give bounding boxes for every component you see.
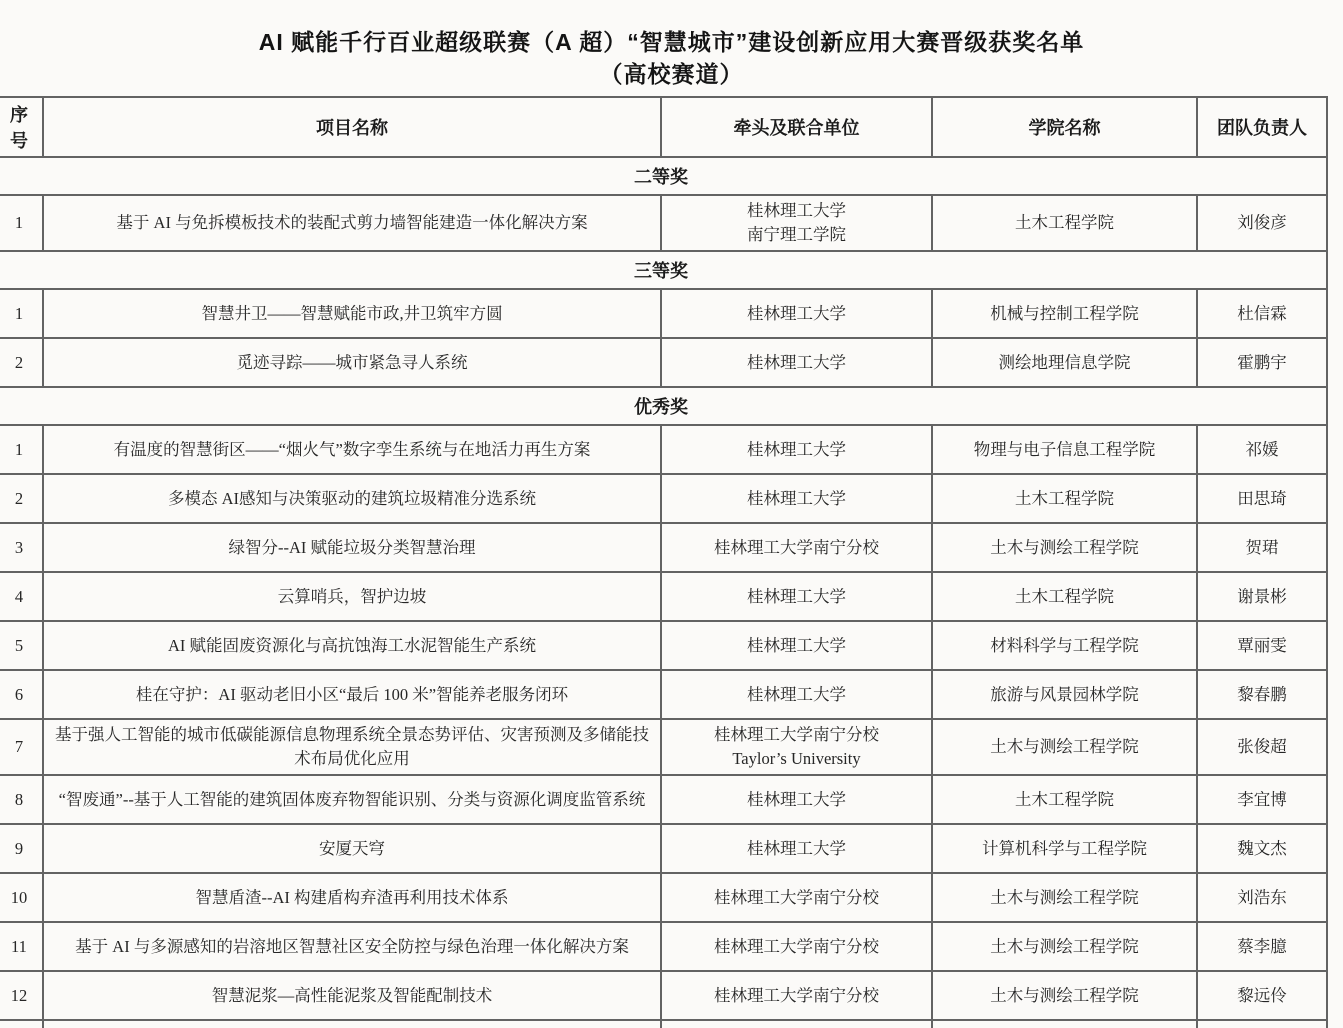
college-name: 土木工程学院 bbox=[932, 474, 1197, 523]
team-leader: 谢景彬 bbox=[1197, 572, 1327, 621]
team-leader: 黎春鹏 bbox=[1197, 670, 1327, 719]
project-name: AI 赋能固废资源化与高抗蚀海工水泥智能生产系统 bbox=[43, 621, 661, 670]
table-row bbox=[0, 670, 1327, 719]
college-name: 土木与测绘工程学院 bbox=[932, 922, 1197, 971]
unit-line: 桂林理工大学 bbox=[747, 303, 846, 323]
unit-line: 桂林理工大学南宁分校 bbox=[714, 936, 879, 956]
project-name: 基于 AI 与免拆模板技术的装配式剪力墙智能建造一体化解决方案 bbox=[43, 195, 661, 251]
results-table-body bbox=[0, 157, 1327, 1020]
table-row bbox=[0, 971, 1327, 1020]
project-name: 智慧井卫——智慧赋能市政,井卫筑牢方圆 bbox=[43, 289, 661, 338]
unit-line: 桂林理工大学 bbox=[747, 201, 846, 220]
lead-units bbox=[661, 621, 932, 670]
unit-line: 桂林理工大学 bbox=[747, 635, 846, 655]
team-leader: 黎远伶 bbox=[1197, 971, 1327, 1020]
lead-units bbox=[661, 922, 932, 971]
project-name: 基于强人工智能的城市低碳能源信息物理系统全景态势评估、灾害预测及多储能技术布局优化应用 bbox=[43, 719, 661, 775]
unit-line: 桂林理工大学 bbox=[747, 838, 846, 858]
unit-line: 桂林理工大学 bbox=[747, 352, 846, 372]
team-leader: 李宜博 bbox=[1197, 775, 1327, 824]
row-number: 10 bbox=[0, 873, 43, 922]
team-leader: 刘浩东 bbox=[1197, 873, 1327, 922]
lead-units bbox=[661, 824, 932, 873]
project-name: 智慧盾渣--AI 构建盾构弃渣再利用技术体系 bbox=[43, 873, 661, 922]
lead-units bbox=[661, 719, 932, 775]
team-leader: 覃丽雯 bbox=[1197, 621, 1327, 670]
unit-line: Taylor’s University bbox=[732, 749, 861, 768]
college-name: 旅游与风景园林学院 bbox=[932, 670, 1197, 719]
table-row bbox=[0, 873, 1327, 922]
row-number: 4 bbox=[0, 572, 43, 621]
lead-units bbox=[661, 195, 932, 251]
column-header-leader: 团队负责人 bbox=[1197, 97, 1327, 157]
college-name: 土木工程学院 bbox=[932, 572, 1197, 621]
table-header-row bbox=[0, 97, 1327, 157]
unit-line: 桂林理工大学 bbox=[747, 586, 846, 606]
table-row bbox=[0, 425, 1327, 474]
team-leader: 杜信霖 bbox=[1197, 289, 1327, 338]
team-leader: 贺珺 bbox=[1197, 523, 1327, 572]
award-section-label: 三等奖 bbox=[0, 251, 1327, 289]
page-title: AI 赋能千行百业超级联赛（A 超）“智慧城市”建设创新应用大赛晋级获奖名单 bbox=[258, 29, 1085, 55]
unit-line: 桂林理工大学 bbox=[747, 488, 846, 508]
lead-units bbox=[661, 425, 932, 474]
college-name: 材料科学与工程学院 bbox=[932, 621, 1197, 670]
column-header-project: 项目名称 bbox=[43, 97, 661, 157]
project-name: 多模态 AI感知与决策驱动的建筑垃圾精准分选系统 bbox=[43, 474, 661, 523]
team-leader: 霍鹏宇 bbox=[1197, 338, 1327, 387]
award-section-label: 二等奖 bbox=[0, 157, 1327, 195]
lead-units bbox=[661, 775, 932, 824]
row-number: 2 bbox=[0, 474, 43, 523]
college-name: 物理与电子信息工程学院 bbox=[932, 425, 1197, 474]
team-leader: 张俊超 bbox=[1197, 719, 1327, 775]
award-section-row bbox=[0, 387, 1327, 425]
table-row bbox=[0, 338, 1327, 387]
project-name: 有温度的智慧街区——“烟火气”数字孪生系统与在地活力再生方案 bbox=[43, 425, 661, 474]
lead-units bbox=[661, 670, 932, 719]
table-row bbox=[0, 195, 1327, 251]
table-row bbox=[0, 621, 1327, 670]
row-number: 1 bbox=[0, 195, 43, 251]
table-row bbox=[0, 775, 1327, 824]
awards-table bbox=[0, 96, 1328, 1028]
column-header-units: 牵头及联合单位 bbox=[661, 97, 932, 157]
row-number: 1 bbox=[0, 425, 43, 474]
college-name: 土木与测绘工程学院 bbox=[932, 971, 1197, 1020]
award-section-label: 优秀奖 bbox=[0, 387, 1327, 425]
table-row bbox=[0, 523, 1327, 572]
college-name: 计算机科学与工程学院 bbox=[932, 824, 1197, 873]
column-header-no: 序号 bbox=[0, 97, 43, 157]
college-name: 土木工程学院 bbox=[932, 195, 1197, 251]
partial-row bbox=[0, 1020, 1327, 1028]
award-section-row bbox=[0, 157, 1327, 195]
project-name: 觅迹寻踪——城市紧急寻人系统 bbox=[43, 338, 661, 387]
page-subtitle: （高校赛道） bbox=[599, 61, 744, 87]
row-number: 11 bbox=[0, 922, 43, 971]
table-row bbox=[0, 922, 1327, 971]
table-row bbox=[0, 289, 1327, 338]
unit-line: 桂林理工大学南宁分校 bbox=[714, 537, 879, 557]
college-name: 测绘地理信息学院 bbox=[932, 338, 1197, 387]
table-row bbox=[0, 824, 1327, 873]
table-row bbox=[0, 572, 1327, 621]
unit-line: 桂林理工大学南宁分校 bbox=[714, 985, 879, 1005]
project-name: 智慧泥浆—高性能泥浆及智能配制技术 bbox=[43, 971, 661, 1020]
project-name: 绿智分--AI 赋能垃圾分类智慧治理 bbox=[43, 523, 661, 572]
lead-units bbox=[661, 474, 932, 523]
college-name: 土木与测绘工程学院 bbox=[932, 873, 1197, 922]
college-name: 土木与测绘工程学院 bbox=[932, 719, 1197, 775]
college-name: 机械与控制工程学院 bbox=[932, 289, 1197, 338]
row-number: 3 bbox=[0, 523, 43, 572]
team-leader: 魏文杰 bbox=[1197, 824, 1327, 873]
row-number: 6 bbox=[0, 670, 43, 719]
lead-units bbox=[661, 971, 932, 1020]
unit-line: 桂林理工大学南宁分校 bbox=[714, 887, 879, 907]
team-leader: 刘俊彦 bbox=[1197, 195, 1327, 251]
college-name: 土木与测绘工程学院 bbox=[932, 523, 1197, 572]
project-name: “智废通”--基于人工智能的建筑固体废弃物智能识别、分类与资源化调度监管系统 bbox=[43, 775, 661, 824]
project-name: 基于 AI 与多源感知的岩溶地区智慧社区安全防控与绿色治理一体化解决方案 bbox=[43, 922, 661, 971]
award-section-row bbox=[0, 251, 1327, 289]
team-leader: 蔡李臆 bbox=[1197, 922, 1327, 971]
row-number: 1 bbox=[0, 289, 43, 338]
project-name: 云算哨兵，智护边坡 bbox=[43, 572, 661, 621]
title-block bbox=[0, 0, 1343, 96]
row-number: 5 bbox=[0, 621, 43, 670]
project-name: 桂在守护：AI 驱动老旧小区“最后 100 米”智能养老服务闭环 bbox=[43, 670, 661, 719]
lead-units bbox=[661, 523, 932, 572]
college-name: 土木工程学院 bbox=[932, 775, 1197, 824]
row-number: 8 bbox=[0, 775, 43, 824]
column-header-college: 学院名称 bbox=[932, 97, 1197, 157]
row-number: 2 bbox=[0, 338, 43, 387]
table-row bbox=[0, 474, 1327, 523]
row-number: 12 bbox=[0, 971, 43, 1020]
lead-units bbox=[661, 873, 932, 922]
row-number: 7 bbox=[0, 719, 43, 775]
lead-units bbox=[661, 338, 932, 387]
lead-units bbox=[661, 289, 932, 338]
table-row bbox=[0, 719, 1327, 775]
unit-line: 桂林理工大学 bbox=[747, 789, 846, 809]
unit-line: 南宁理工学院 bbox=[747, 225, 846, 244]
unit-line: 桂林理工大学南宁分校 bbox=[714, 725, 879, 744]
team-leader: 祁媛 bbox=[1197, 425, 1327, 474]
row-number: 9 bbox=[0, 824, 43, 873]
unit-line: 桂林理工大学 bbox=[747, 684, 846, 704]
team-leader: 田思琦 bbox=[1197, 474, 1327, 523]
unit-line: 桂林理工大学 bbox=[747, 439, 846, 459]
lead-units bbox=[661, 572, 932, 621]
project-name: 安厦天穹 bbox=[43, 824, 661, 873]
